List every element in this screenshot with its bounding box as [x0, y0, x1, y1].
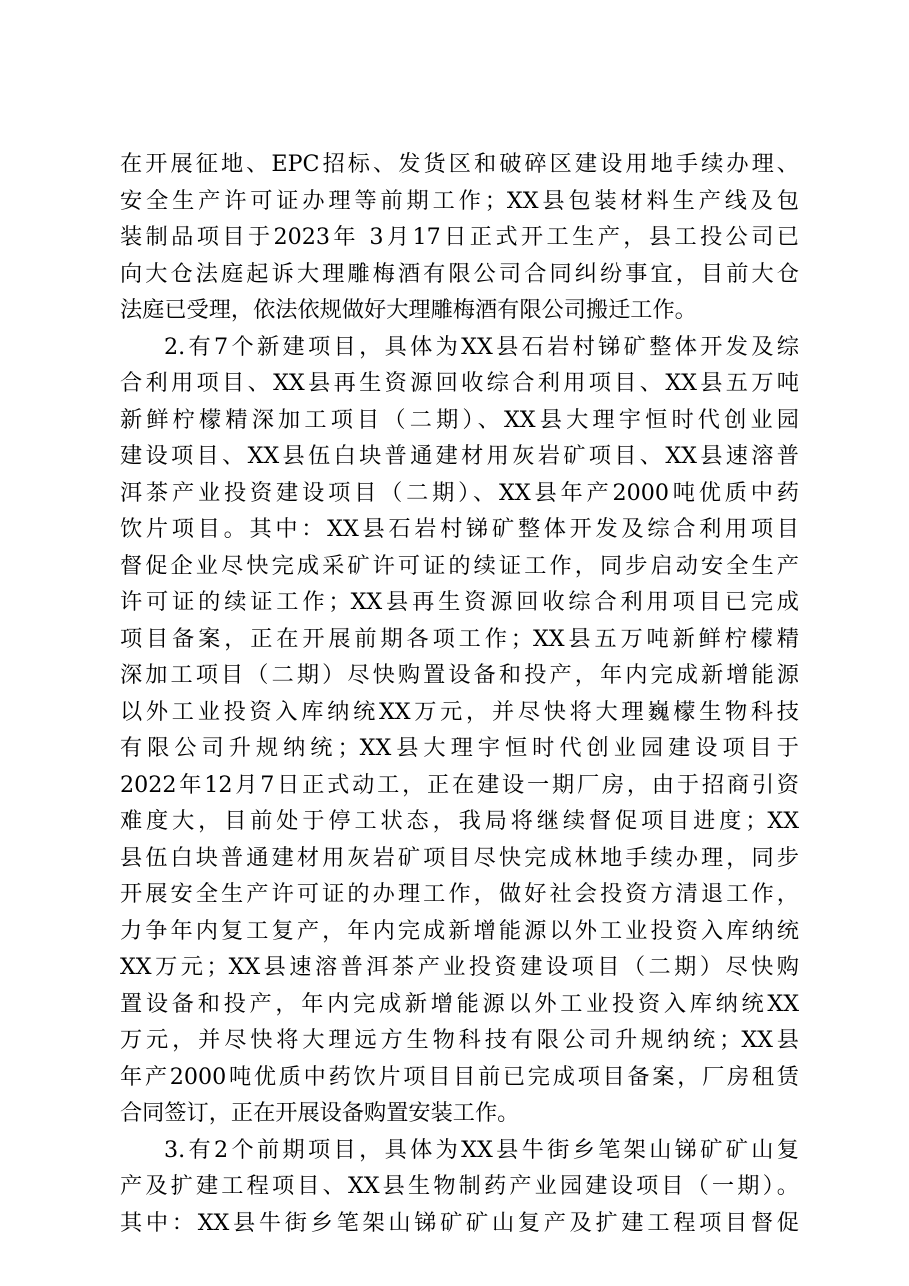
text-line: 在开展征地、EPC招标、发货区和破碎区建设用地手续办理、: [120, 151, 799, 177]
text-line: 法庭已受理，依法依规做好大理雕梅酒有限公司搬迁工作。: [120, 297, 697, 323]
text-line: 县伍白块普通建材用灰岩矿项目尽快完成林地手续办理，同步: [120, 844, 799, 871]
text-line: 向大仓法庭起诉大理雕梅酒有限公司合同纠纷事宜，目前大仓: [120, 260, 799, 287]
text-line: 项目备案，正在开展前期各项工作；XX县五万吨新鲜柠檬精: [120, 625, 799, 652]
document-body: [120, 146, 799, 1241]
paragraph-2-start: 2.有7个新建项目，具体为XX县石岩村锑矿整体开发及综: [164, 333, 799, 360]
text-line: 以外工业投资入库纳统XX万元，并尽快将大理巍檬生物科技: [120, 698, 799, 725]
text-line: 万元，并尽快将大理远方生物科技有限公司升规纳统；XX县: [120, 1027, 799, 1053]
text-line: 其中：XX县牛街乡笔架山锑矿矿山复产及扩建工程项目督促: [120, 1209, 799, 1236]
text-line: 饮片项目。其中：XX县石岩村锑矿整体开发及综合利用项目: [120, 516, 799, 542]
text-line: 装制品项目于2023年 3月17日正式开工生产，县工投公司已: [120, 224, 799, 250]
text-line: 合同签订，正在开展设备购置安装工作。: [120, 1100, 520, 1126]
text-line: 督促企业尽快完成采矿许可证的续证工作，同步启动安全生产: [120, 552, 799, 579]
text-line: 2022年12月7日正式动工，正在建设一期厂房，由于招商引资: [120, 771, 799, 798]
text-line: 许可证的续证工作；XX县再生资源回收综合利用项目已完成: [120, 589, 799, 615]
text-line: 年产2000吨优质中药饮片项目目前已完成项目备案，厂房租赁: [120, 1063, 799, 1090]
text-line: XX万元；XX县速溶普洱茶产业投资建设项目（二期）尽快购: [120, 954, 799, 980]
text-line: 产及扩建工程项目、XX县生物制药产业园建设项目（一期）。: [120, 1173, 799, 1199]
text-line: 合利用项目、XX县再生资源回收综合利用项目、XX县五万吨: [120, 370, 799, 396]
text-line: 有限公司升规纳统；XX县大理宇恒时代创业园建设项目于: [120, 735, 799, 761]
text-line: 安全生产许可证办理等前期工作；XX县包装材料生产线及包: [120, 187, 799, 214]
paragraph-3-start: 3.有2个前期项目，具体为XX县牛街乡笔架山锑矿矿山复: [164, 1136, 799, 1163]
text-line: 力争年内复工复产，年内完成新增能源以外工业投资入库纳统: [120, 917, 799, 944]
text-line: 开展安全生产许可证的办理工作，做好社会投资方清退工作，: [120, 881, 799, 907]
text-line: 建设项目、XX县伍白块普通建材用灰岩矿项目、XX县速溶普: [120, 443, 799, 469]
text-line: 置设备和投产，年内完成新增能源以外工业投资入库纳统XX: [120, 990, 799, 1017]
text-line: 深加工项目（二期）尽快购置设备和投产，年内完成新增能源: [120, 662, 799, 688]
text-line: 难度大，目前处于停工状态，我局将继续督促项目进度；XX: [120, 808, 799, 834]
text-line: 新鲜柠檬精深加工项目（二期）、XX县大理宇恒时代创业园: [120, 406, 799, 433]
text-line: 洱茶产业投资建设项目（二期）、XX县年产2000吨优质中药: [120, 479, 799, 506]
